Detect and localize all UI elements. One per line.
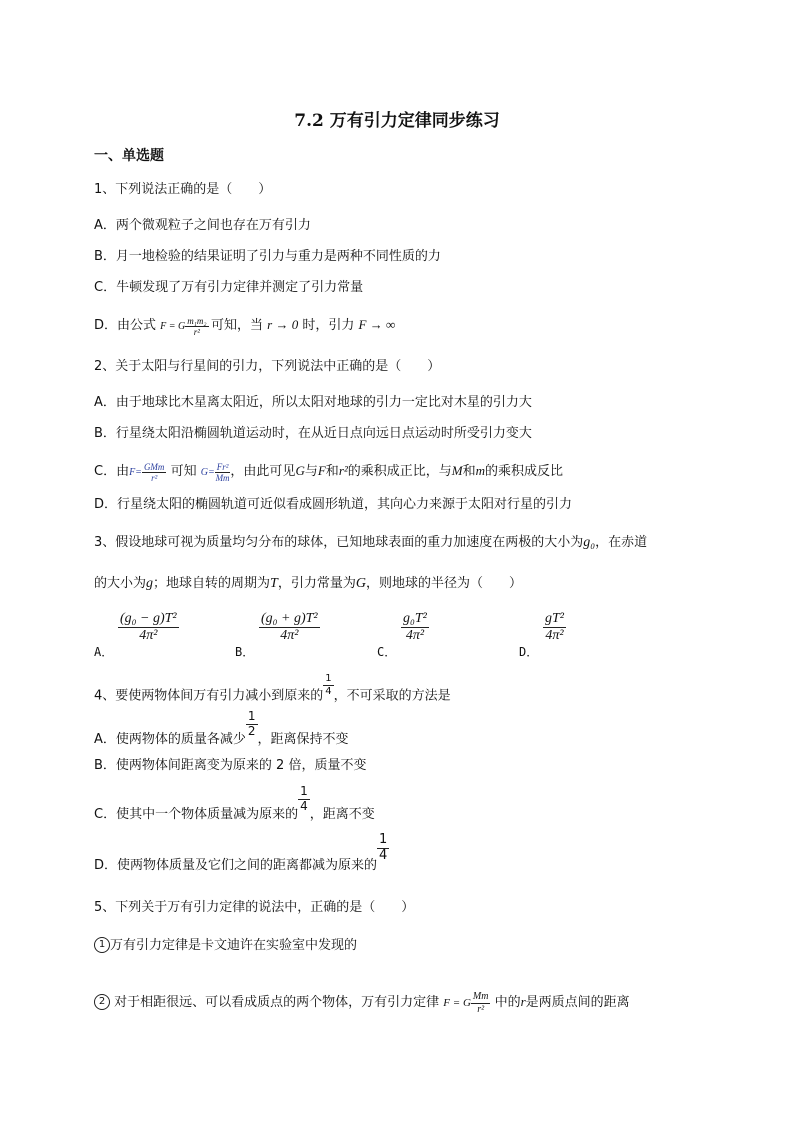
q1-option-b: B．月一地检验的结果证明了引力与重力是两种不同性质的力 [94, 249, 441, 264]
q3-line2-c: ，引力常量为 [277, 576, 356, 591]
q2-option-b: B．行星绕太阳沿椭圆轨道运动时，在从近日点向远日点运动时所受引力变大 [94, 426, 532, 441]
q4-a-post: ，距离保持不变 [257, 731, 349, 747]
circled-number-1: 1 [94, 937, 110, 953]
q2-stem: 2、关于太阳与行星间的引力，下列说法中正确的是（ ） [94, 359, 441, 374]
q2-option-d: D．行星绕太阳的椭圆轨道可近似看成圆形轨道，其向心力来源于太阳对行星的引力 [94, 497, 573, 512]
q4-a-fraction [246, 710, 258, 739]
formula-f-eq: F = G [443, 997, 471, 1009]
q1-option-c: C．牛顿发现了万有引力定律并测定了引力常量 [94, 280, 364, 295]
formula-denominator: r² [193, 327, 200, 338]
q3-g-const: G [355, 576, 366, 591]
formula-f-eq: F = G [160, 321, 186, 332]
q2-option-c [94, 456, 563, 488]
formula-numerator: m₁m₂ [187, 315, 207, 326]
formula-gmm: GMm [143, 461, 165, 472]
q3-g0: g₀ [583, 535, 596, 550]
q3-line2-d: ，则地球的半径为（ ） [365, 576, 522, 591]
circled-number-2: 2 [94, 994, 110, 1010]
q1-d-mid: 可知，当 [211, 318, 264, 333]
q4-stem-pre: 4、要使两物体间万有引力减小到原来的 [94, 688, 324, 704]
q3-b-num: (g₀ + g)T² [259, 611, 320, 628]
q1-d-f-limit: F → ∞ [358, 317, 396, 332]
q2-c-t4: 和 [462, 464, 476, 479]
half-den: 2 [247, 723, 256, 738]
q5-item1-text: 万有引力定律是卡文迪许在实验室中发现的 [110, 938, 358, 953]
q5-item2-r: r [520, 994, 526, 1009]
q4-a-pre: A．使两物体的质量各减少 [94, 731, 246, 747]
q2-c-mid: 可知 [170, 464, 197, 479]
q5-item-1 [94, 936, 357, 956]
quarter-den: 4 [379, 847, 388, 863]
formula-g-eq: G= [200, 467, 215, 478]
q1-option-a: A．两个微观粒子之间也存在万有引力 [94, 218, 311, 233]
q3-line1-pre: 3、假设地球可视为质量均匀分布的球体，已知地球表面的重力加速度在两极的大小为 [94, 535, 584, 550]
q3-line2-a: 的大小为 [94, 576, 147, 591]
q4-option-d [94, 833, 389, 886]
q2-c-m-big: M [451, 463, 463, 478]
q3-b-den: 4π² [280, 628, 299, 644]
q3-g: g [146, 576, 154, 591]
q5-item-2 [94, 980, 630, 1025]
q1-d-prefix: D．由公式 [94, 318, 157, 333]
q3-line1-post: ，在赤道 [595, 535, 648, 550]
formula-fr2: Fr² [216, 461, 229, 472]
q3-t: T [270, 576, 278, 591]
q5-item2-pre: 对于相距很远、可以看成质点的两个物体，万有引力定律 [114, 995, 440, 1010]
q1-option-d [94, 312, 395, 340]
q3-line2-b: ；地球自转的周期为 [153, 576, 271, 591]
q4-c-pre: C．使其中一个物体质量减为原来的 [94, 806, 299, 822]
q1-stem: 1、下列说法正确的是（ ） [94, 182, 272, 197]
q2-c-g: G [295, 463, 305, 478]
quarter-num: 1 [300, 784, 308, 798]
q3-d-fraction [543, 611, 566, 644]
q4-option-c [94, 785, 375, 833]
q4-option-a [94, 710, 349, 758]
q3-a-den: 4π² [139, 628, 158, 644]
quarter-num: 1 [325, 673, 332, 684]
q3-c-label: C． [377, 645, 397, 659]
q4-c-post: ，距离不变 [309, 806, 375, 822]
q2-c-f: F [317, 463, 326, 478]
q3-a-label: A． [94, 645, 114, 659]
quarter-den: 4 [325, 685, 332, 697]
q3-b-label: B． [235, 645, 255, 659]
section-heading: 一、单选题 [94, 148, 164, 164]
q4-stem-fraction [323, 673, 333, 697]
q4-c-fraction [298, 785, 310, 814]
quarter-den: 4 [300, 798, 308, 813]
q4-stem-post: ，不可采取的方法是 [333, 688, 451, 704]
half-num: 1 [247, 709, 256, 723]
page-title: 7.2 万有引力定律同步练习 [294, 111, 500, 131]
q3-line2 [94, 576, 522, 592]
formula-mm: Mm [215, 473, 230, 484]
q3-d-num: gT² [543, 611, 566, 628]
q4-d-pre: D．使两物体质量及它们之间的距离都减为原来的 [94, 857, 378, 873]
q3-c-fraction [401, 611, 429, 644]
q1-d-r-limit: r → 0 [267, 317, 299, 332]
q3-d-den: 4π² [545, 628, 564, 644]
q3-d-label: D． [519, 645, 539, 659]
q3-c-num: g₀T² [401, 611, 429, 628]
q2-c-r2: r² [338, 463, 348, 478]
q5-item2-post-b: 是两质点间的距离 [525, 995, 630, 1010]
q2-c-t3: 的乘积成正比，与 [347, 464, 452, 479]
q2-option-a: A．由于地球比木星离太阳近，所以太阳对地球的引力一定比对木星的引力大 [94, 395, 532, 410]
q1-d-formula [160, 315, 211, 338]
q2-c-t5: 的乘积成反比 [485, 464, 564, 479]
q2-c-t1: 与 [304, 464, 318, 479]
q4-option-b: B．使两物体间距离变为原来的 2 倍，质量不变 [94, 758, 367, 773]
q3-c-den: 4π² [405, 628, 425, 644]
formula-f-eq2: F= [129, 467, 142, 478]
q3-a-fraction [118, 611, 179, 644]
q2-c-t2: 和 [325, 464, 339, 479]
q3-a-num: (g₀ − g)T² [118, 611, 179, 628]
formula-r2: r² [151, 473, 158, 484]
q2-c-m-small: m [475, 463, 486, 478]
q4-stem [94, 673, 451, 713]
q3-line1 [94, 535, 647, 551]
q5-stem: 5、下列关于万有引力定律的说法中，正确的是（ ） [94, 900, 415, 915]
q2-c-prefix: C．由 [94, 464, 130, 479]
q5-item2-post-a: 中的 [494, 995, 521, 1010]
q1-d-post: 时，引力 [302, 318, 355, 333]
q2-c-post: ，由此可见 [230, 464, 296, 479]
q2-c-formula1 [129, 461, 166, 484]
q4-d-fraction [377, 833, 389, 864]
formula-r2-den: r² [477, 1003, 485, 1015]
formula-mm-num: Mm [472, 991, 489, 1003]
quarter-num: 1 [379, 832, 388, 847]
q3-b-fraction [259, 611, 320, 644]
q2-c-formula2 [200, 461, 231, 484]
q5-item2-formula [443, 991, 490, 1015]
